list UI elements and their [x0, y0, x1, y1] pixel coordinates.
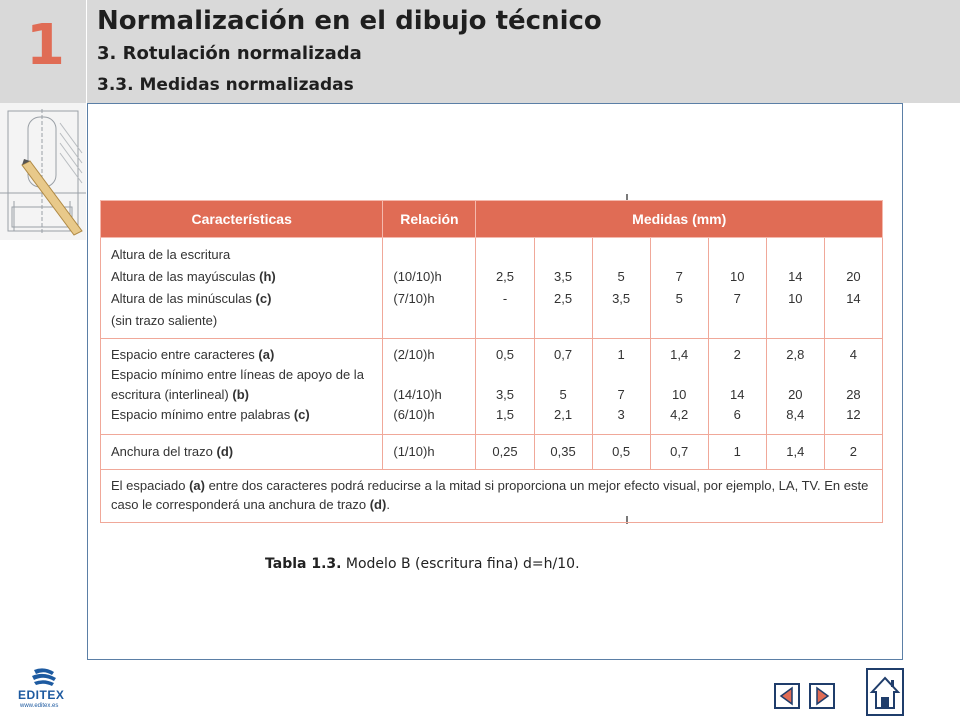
cell-value: 1 — [708, 435, 766, 470]
home-icon — [868, 670, 902, 714]
header-bar — [0, 0, 960, 103]
cell-value: 20 — [846, 269, 861, 284]
next-button[interactable] — [809, 683, 835, 709]
rel-palabras: (6/10)h — [393, 407, 435, 422]
cell-value: 10 — [671, 387, 687, 402]
label-espacio-palabras: Espacio mínimo entre palabras (c) — [111, 407, 310, 422]
table-caption: Tabla 1.3. Modelo B (escritura fina) d=h/10. — [265, 556, 580, 572]
table-row-heights — [101, 238, 883, 339]
cell-value: 0,7 — [650, 435, 708, 470]
cell-value: 2,5 — [554, 291, 573, 306]
subsection-subtitle: 3.3. Medidas normalizadas — [97, 75, 354, 95]
rel-minusculas: (7/10)h — [393, 291, 435, 306]
header-medidas: Medidas (mm) — [476, 201, 883, 238]
cell-value: 0,25 — [476, 435, 534, 470]
heights-relations — [383, 238, 476, 339]
cell-value: 10 — [730, 269, 745, 284]
header-divider — [86, 0, 87, 103]
cell-value: 5 — [559, 387, 567, 402]
cell-value: 8,4 — [786, 407, 805, 422]
label-altura-escritura: Altura de la escritura — [111, 247, 231, 262]
arrow-left-icon — [776, 685, 798, 707]
label-espacio-lineas: Espacio mínimo entre líneas de apoyo de la — [111, 367, 364, 382]
cell-value: 4,2 — [670, 407, 689, 422]
cell-value: 12 — [846, 407, 861, 422]
cell-value: 7 — [733, 291, 741, 306]
logo-url: www.editex.es — [20, 703, 59, 709]
table-note-row — [101, 470, 883, 523]
logo-text: EDITEX — [18, 688, 65, 702]
cell-value: 28 — [846, 387, 861, 402]
table-note: El espaciado (a) entre dos caracteres podrá reducirse a la mitad si proporciona un mejor efecto visual, por ejemplo, LA, TV. En este caso le corresponderá una anchura de trazo (d). — [101, 470, 883, 523]
cell-value: 0,7 — [554, 347, 573, 362]
cell-value: 14 — [730, 387, 745, 402]
cell-value: 0,5 — [592, 435, 650, 470]
spec-table — [100, 200, 883, 523]
label-sin-trazo: (sin trazo saliente) — [111, 313, 218, 328]
chapter-number: 1 — [26, 13, 65, 78]
page-title: Normalización en el dibujo técnico — [97, 6, 602, 36]
rel-anchura: (1/10)h — [383, 435, 476, 470]
table-header-row — [101, 201, 883, 238]
technical-drawing-image — [0, 103, 86, 240]
cell-value: 1,4 — [766, 435, 824, 470]
cell-value: 2 — [733, 347, 741, 362]
spacing-labels — [101, 339, 383, 435]
cell-value: 6 — [733, 407, 741, 422]
cell-value: - — [502, 291, 508, 306]
cell-value: 10 — [788, 291, 803, 306]
cell-value: 5 — [617, 269, 625, 284]
cell-value: 1 — [617, 347, 625, 362]
table-row-spacing — [101, 339, 883, 435]
cell-value: 0,5 — [495, 347, 515, 362]
label-altura-minusculas: Altura de las minúsculas (c) — [111, 291, 272, 306]
table-row-stroke — [101, 435, 883, 470]
cell-value: 4 — [849, 347, 858, 362]
rel-interlineal: (14/10)h — [393, 387, 442, 402]
home-button[interactable] — [866, 668, 904, 716]
cell-value: 7 — [675, 269, 683, 284]
label-interlineal: escritura (interlineal) (b) — [111, 387, 249, 402]
section-subtitle: 3. Rotulación normalizada — [97, 43, 362, 64]
heights-labels — [101, 238, 383, 339]
label-altura-mayusculas: Altura de las mayúsculas (h) — [111, 269, 276, 284]
label-espacio-caracteres: Espacio entre caracteres (a) — [111, 347, 275, 362]
cell-value: 0,35 — [534, 435, 592, 470]
cell-value: 7 — [617, 387, 625, 402]
rel-caracteres: (2/10)h — [393, 347, 435, 362]
cell-value: 2,8 — [786, 347, 805, 362]
header-caracteristicas: Características — [101, 201, 383, 238]
cell-value: 2,1 — [554, 407, 573, 422]
cell-value: 2,5 — [495, 269, 515, 284]
cell-value: 14 — [788, 269, 803, 284]
cell-value: 20 — [788, 387, 803, 402]
arrow-right-icon — [811, 685, 833, 707]
cell-value: 1,5 — [495, 407, 515, 422]
spacing-relations — [383, 339, 476, 435]
cell-value: 1,4 — [670, 347, 689, 362]
label-anchura-trazo: Anchura del trazo (d) — [101, 435, 383, 470]
cell-value: 2 — [824, 435, 882, 470]
rel-mayusculas: (10/10)h — [393, 269, 442, 284]
prev-button[interactable] — [774, 683, 800, 709]
header-relacion: Relación — [383, 201, 476, 238]
cell-value: 3 — [617, 407, 625, 422]
cell-value: 3,5 — [554, 269, 573, 284]
cell-value: 3,5 — [495, 387, 515, 402]
cell-value: 14 — [846, 291, 861, 306]
cell-value: 3,5 — [612, 291, 631, 306]
cell-value: 5 — [675, 291, 683, 306]
